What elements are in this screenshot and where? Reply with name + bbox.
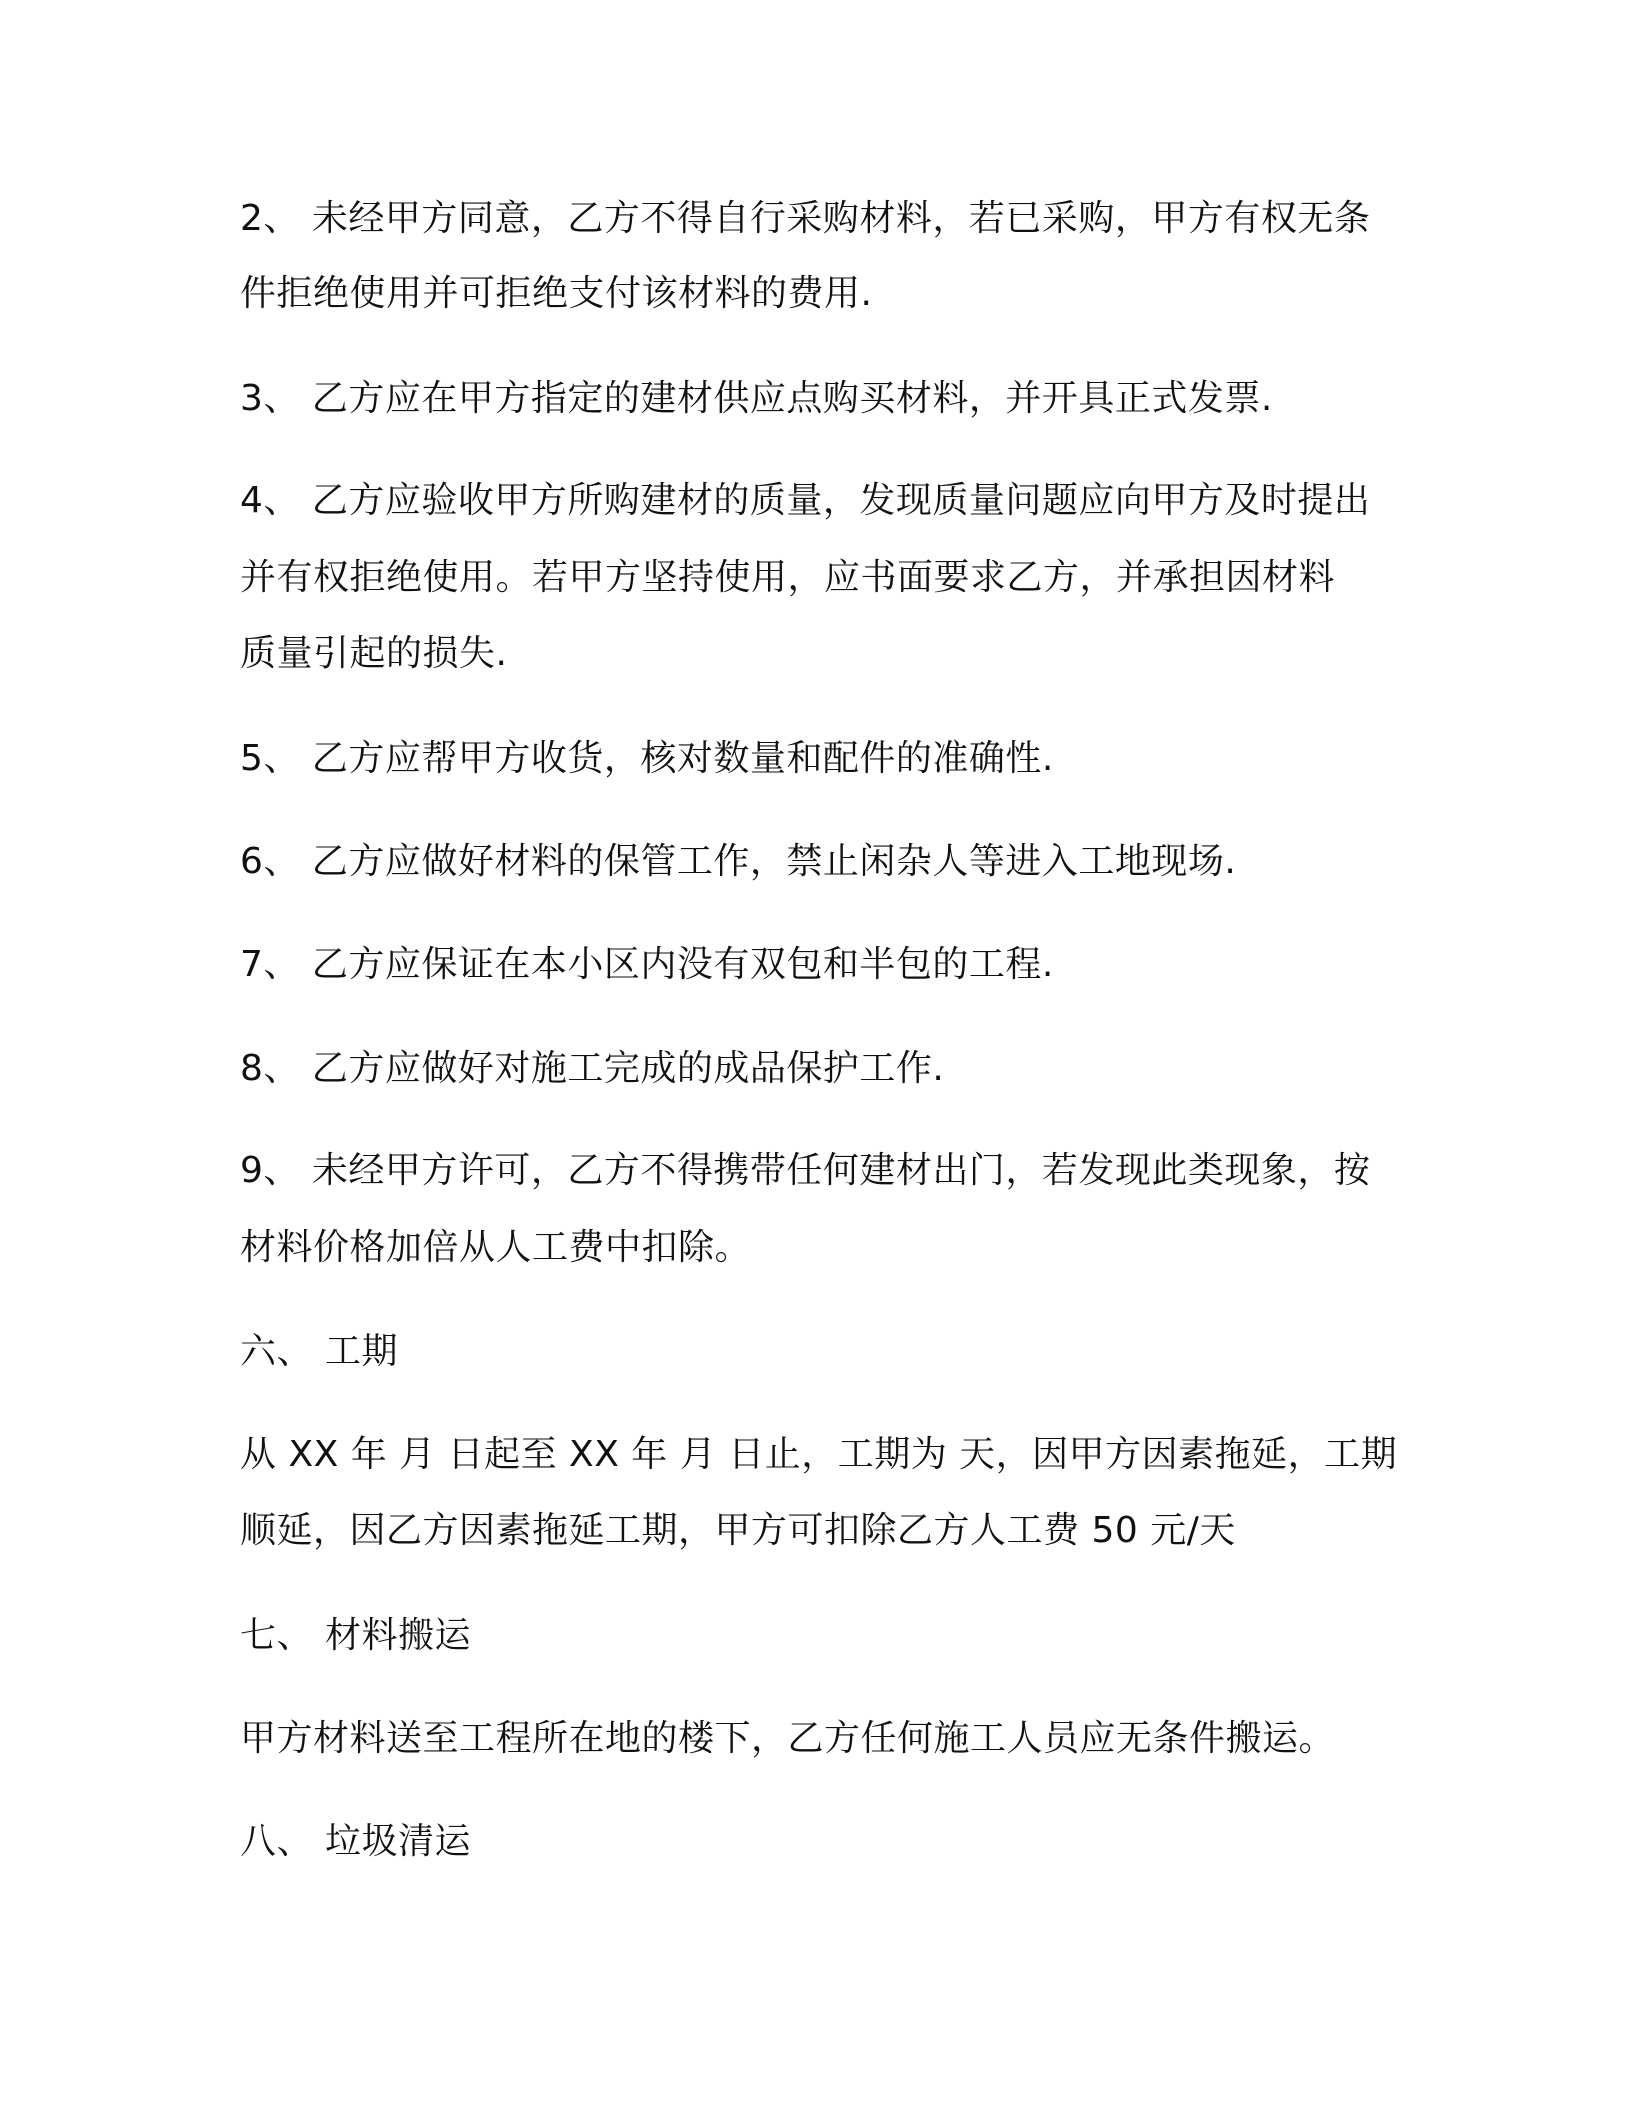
clause-9-line-1: 9、 未经甲方许可，乙方不得携带任何建材出门，若发现此类现象，按 bbox=[240, 1150, 1371, 1191]
section-7-line-1: 甲方材料送至工程所在地的楼下，乙方任何施工人员应无条件搬运。 bbox=[240, 1718, 1336, 1759]
clause-3-line-1: 3、 乙方应在甲方指定的建材供应点购买材料，并开具正式发票. bbox=[240, 378, 1273, 419]
clause-8-line-1: 8、 乙方应做好对施工完成的成品保护工作. bbox=[240, 1048, 945, 1089]
clause-6-line-1: 6、 乙方应做好材料的保管工作，禁止闲杂人等进入工地现场. bbox=[240, 841, 1237, 882]
clause-4-line-2: 并有权拒绝使用。若甲方坚持使用，应书面要求乙方，并承担因材料 bbox=[240, 557, 1336, 598]
clause-5-line-1: 5、 乙方应帮甲方收货，核对数量和配件的准确性. bbox=[240, 738, 1054, 779]
section-6-line-2: 顺延，因乙方因素拖延工期，甲方可扣除乙方人工费 50 元/天 bbox=[240, 1510, 1236, 1551]
clause-2-line-1: 2、 未经甲方同意，乙方不得自行采购材料，若已采购，甲方有权无条 bbox=[240, 198, 1371, 239]
section-6-line-1: 从 XX 年 月 日起至 XX 年 月 日止，工期为 天，因甲方因素拖延，工期 bbox=[240, 1434, 1398, 1475]
section-8-heading: 八、 垃圾清运 bbox=[240, 1821, 471, 1862]
clause-4-line-3: 质量引起的损失. bbox=[240, 633, 508, 674]
clause-7-line-1: 7、 乙方应保证在本小区内没有双包和半包的工程. bbox=[240, 944, 1054, 985]
section-7-heading: 七、 材料搬运 bbox=[240, 1615, 471, 1656]
section-6-heading: 六、 工期 bbox=[240, 1331, 398, 1372]
clause-4-line-1: 4、 乙方应验收甲方所购建材的质量，发现质量问题应向甲方及时提出 bbox=[240, 480, 1371, 521]
clause-9-line-2: 材料价格加倍从人工费中扣除。 bbox=[240, 1227, 752, 1268]
clause-2-line-2: 件拒绝使用并可拒绝支付该材料的费用. bbox=[240, 273, 873, 314]
